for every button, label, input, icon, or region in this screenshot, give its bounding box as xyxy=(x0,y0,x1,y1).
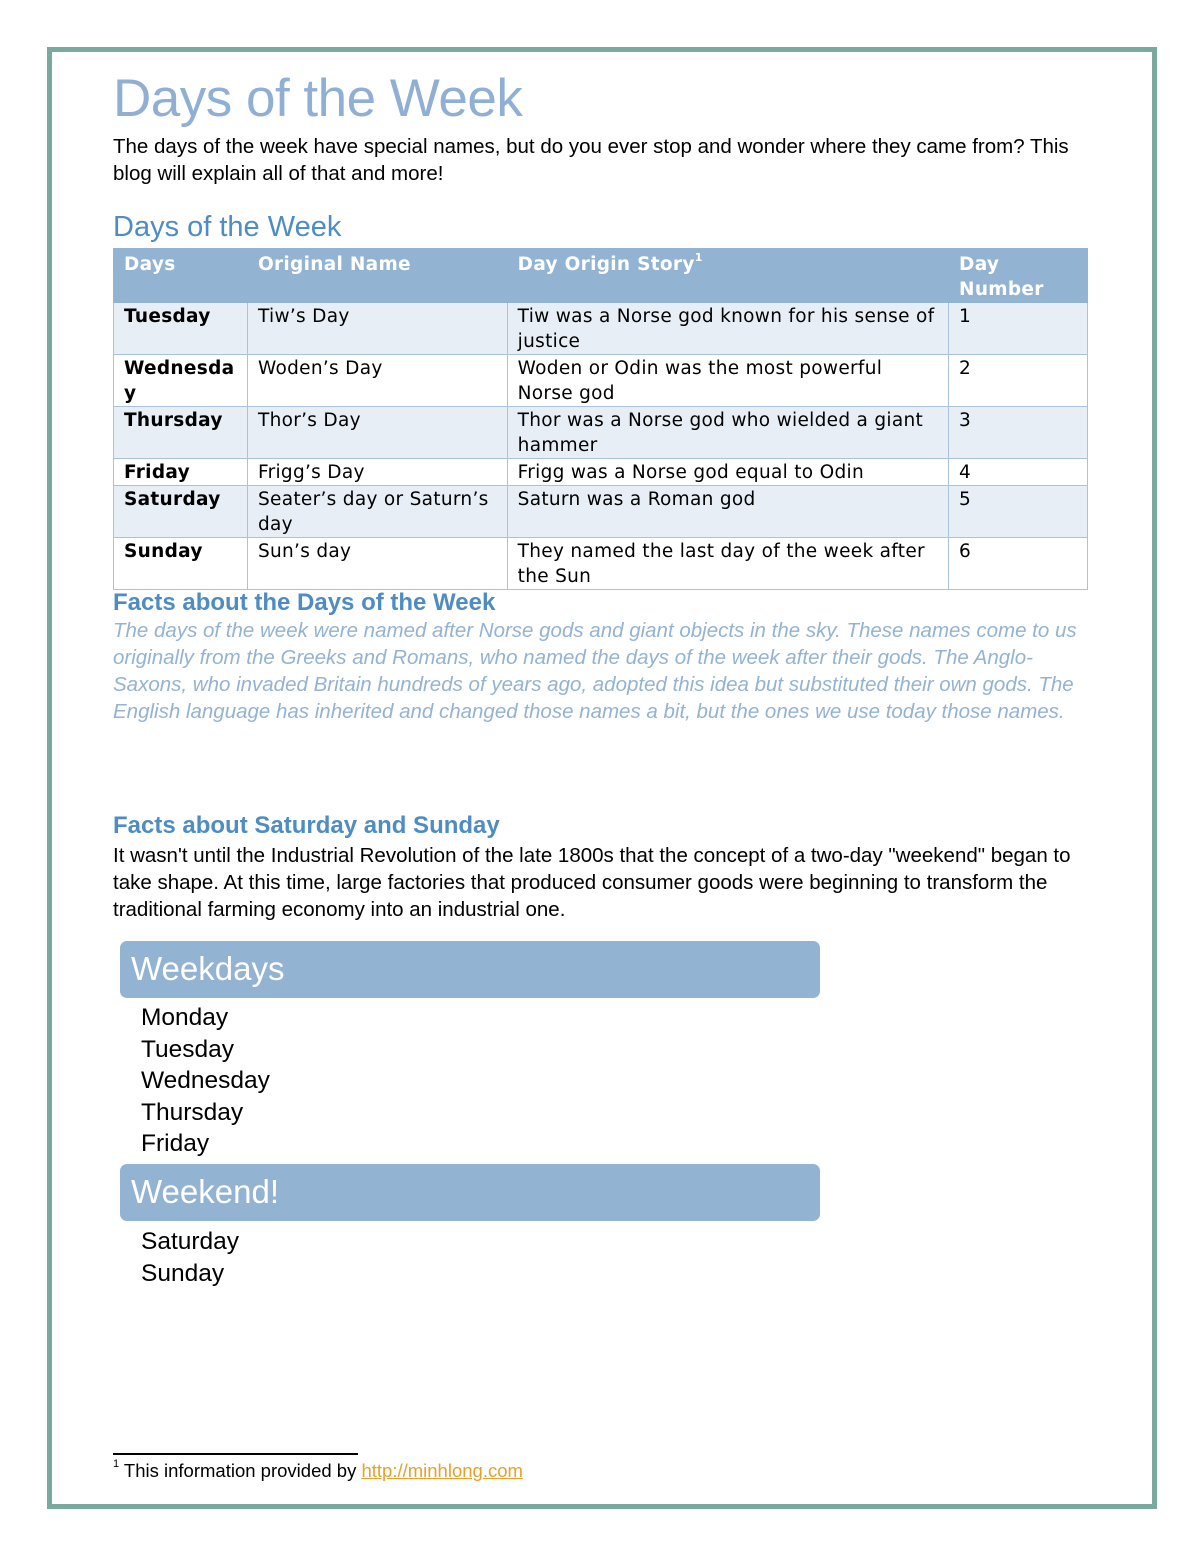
header-day-number: Day Number xyxy=(949,249,1088,303)
cell-day: Thursday xyxy=(114,407,248,459)
list-item: Sunday xyxy=(141,1259,225,1287)
cell-original-name: Frigg’s Day xyxy=(247,459,507,486)
cell-origin-story: Frigg was a Norse god equal to Odin xyxy=(507,459,948,486)
table-row xyxy=(114,407,1088,459)
footnote-text: This information provided by xyxy=(119,1460,362,1481)
weekend-banner: Weekend! xyxy=(120,1164,820,1221)
footnote-mark: 1 xyxy=(113,1458,120,1470)
weekend-list xyxy=(141,1226,239,1289)
cell-day-number: 1 xyxy=(949,303,1088,355)
table-row xyxy=(114,303,1088,355)
footnote-separator xyxy=(113,1453,358,1455)
footnote-ref[interactable]: 1 xyxy=(694,251,703,264)
cell-day: Tuesday xyxy=(114,303,248,355)
header-day-origin-story xyxy=(507,249,948,303)
header-days: Days xyxy=(114,249,248,303)
cell-day: Friday xyxy=(114,459,248,486)
cell-origin-story: They named the last day of the week after the Sun xyxy=(507,538,948,590)
cell-original-name: Sun’s day xyxy=(247,538,507,590)
footnote-link[interactable]: http://minhlong.com xyxy=(361,1460,523,1481)
list-item: Monday xyxy=(141,1004,229,1031)
header-original-name: Original Name xyxy=(247,249,507,303)
cell-day-number: 3 xyxy=(949,407,1088,459)
list-item: Thursday xyxy=(141,1098,244,1126)
cell-day: Saturday xyxy=(114,486,248,538)
cell-original-name: Woden’s Day xyxy=(247,355,507,407)
footnote xyxy=(113,1459,523,1483)
intro-paragraph: The days of the week have special names, but do you ever stop and wonder where they came from? This blog will explain all of that and more! xyxy=(113,135,1069,185)
weekdays-banner: Weekdays xyxy=(120,941,820,998)
list-item: Saturday xyxy=(141,1228,240,1255)
cell-original-name: Thor’s Day xyxy=(247,407,507,459)
cell-origin-story: Woden or Odin was the most powerful Norse god xyxy=(507,355,948,407)
cell-day: Sunday xyxy=(114,538,248,590)
facts-heading: Facts about the Days of the Week xyxy=(113,589,496,616)
page-title: Days of the Week xyxy=(113,69,523,128)
section-heading: Days of the Week xyxy=(113,211,342,243)
list-item: Tuesday xyxy=(141,1035,235,1063)
cell-original-name: Tiw’s Day xyxy=(247,303,507,355)
cell-origin-story: Tiw was a Norse god known for his sense of justice xyxy=(507,303,948,355)
weekdays-list xyxy=(141,1002,270,1160)
cell-day-number: 4 xyxy=(949,459,1088,486)
facts-paragraph: The days of the week were named after Norse gods and giant objects in the sky. These names come to us originally from the Greeks and Romans, who named the days of the week after their gods. The Anglo-Saxons, who invaded Britain hundreds of years ago, adopted this idea but substituted their own gods. The English language has inherited and changed those names a bit, but the ones we use today those names. xyxy=(113,619,1077,723)
cell-day-number: 5 xyxy=(949,486,1088,538)
table-header-row xyxy=(114,249,1088,303)
cell-origin-story: Saturn was a Roman god xyxy=(507,486,948,538)
weekend-facts-paragraph: It wasn't until the Industrial Revolution of the late 1800s that the concept of a two-day "weekend" began to take shape. At this time, large factories that produced consumer goods were beginning to transform the traditional farming economy into an industrial one. xyxy=(113,844,1071,921)
header-origin-label: Day Origin Story xyxy=(517,254,695,275)
table-row xyxy=(114,486,1088,538)
cell-origin-story: Thor was a Norse god who wielded a giant hammer xyxy=(507,407,948,459)
table-row xyxy=(114,355,1088,407)
cell-original-name: Seater’s day or Saturn’s day xyxy=(247,486,507,538)
list-item: Friday xyxy=(141,1130,210,1157)
weekend-facts-heading: Facts about Saturday and Sunday xyxy=(113,812,500,839)
cell-day: Wednesday xyxy=(114,355,248,407)
table-row xyxy=(114,538,1088,590)
cell-day-number: 2 xyxy=(949,355,1088,407)
cell-day-number: 6 xyxy=(949,538,1088,590)
list-item: Wednesday xyxy=(141,1067,270,1094)
table-row xyxy=(114,459,1088,486)
days-table xyxy=(113,248,1088,590)
